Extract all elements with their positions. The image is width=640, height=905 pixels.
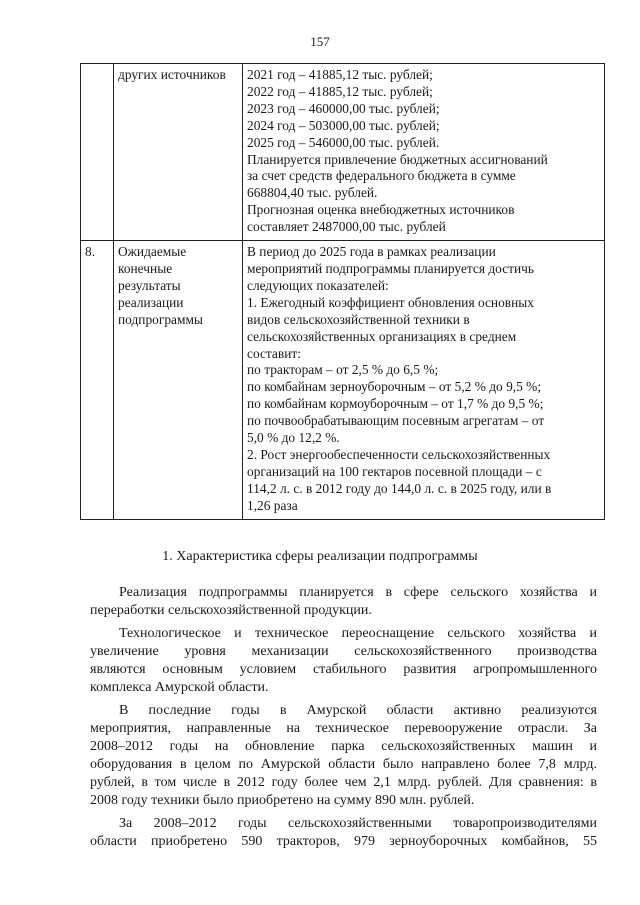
paragraph-line: увеличение уровня механизации сельскохозяйственного производства	[90, 644, 597, 659]
row-name-line: результаты	[118, 277, 181, 293]
row-content	[243, 64, 605, 241]
paragraph-line: Технологическое и техническое переоснащение сельского хозяйства и	[119, 626, 597, 641]
content-line: 1. Ежегодный коэффициент обновления основных	[247, 294, 534, 310]
paragraph-line: комплекса Амурской области.	[90, 680, 269, 695]
row-number: 8.	[81, 241, 114, 520]
content-line: следующих показателей:	[247, 277, 389, 293]
content-line: 2025 год – 546000,00 тыс. рублей.	[247, 134, 440, 150]
content-line: по тракторам – от 2,5 % до 6,5 %;	[247, 362, 439, 378]
content-line: 1,26 раза	[247, 497, 298, 513]
row-name	[114, 64, 243, 241]
content-line: Прогнозная оценка внебюджетных источников	[247, 202, 515, 218]
content-line: мероприятий подпрограммы планируется достичь	[247, 260, 535, 276]
paragraph-line: мероприятия, направленные на техническое перевооружение отрасли. За	[90, 721, 597, 736]
paragraph-line: области приобретено 590 тракторов, 979 зерноуборочных комбайнов, 55	[90, 834, 597, 849]
paragraph-line: являются основным условием стабильного развития агропромышленного	[90, 662, 597, 677]
paragraph-line: В последние годы в Амурской области активно реализуются	[119, 703, 597, 718]
paragraph	[90, 815, 597, 851]
paragraph	[90, 625, 597, 697]
body-text	[90, 584, 597, 856]
program-passport-table	[80, 63, 605, 520]
row-name-line: конечные	[118, 260, 173, 276]
content-line: составит:	[247, 345, 301, 361]
row-name	[114, 241, 243, 520]
content-line: Планируется привлечение бюджетных ассигнований	[247, 151, 548, 167]
row-name-line: Ожидаемые	[118, 244, 187, 260]
page-number: 157	[310, 34, 330, 49]
content-line: 2023 год – 460000,00 тыс. рублей;	[247, 100, 440, 116]
row-content	[243, 241, 605, 520]
content-line: 2024 год – 503000,00 тыс. рублей;	[247, 117, 440, 133]
content-line: 2. Рост энергообеспеченности сельскохозяйственных	[247, 446, 551, 462]
content-line: 5,0 % до 12,2 %.	[247, 430, 340, 446]
content-line: по комбайнам зерноуборочным – от 5,2 % до 9,5 %;	[247, 379, 542, 395]
paragraph	[90, 702, 597, 810]
paragraph-line: оборудования в целом по Амурской области было направлено более 7,8 млрд.	[90, 757, 597, 772]
row-name-line: других источников	[118, 67, 226, 82]
table-row	[81, 241, 605, 520]
content-line: В период до 2025 года в рамках реализации	[247, 244, 496, 260]
content-line: по почвообрабатывающим посевным агрегатам – от	[247, 413, 545, 429]
row-number	[81, 64, 114, 241]
content-line: видов сельскохозяйственной техники в	[247, 311, 470, 327]
paragraph	[90, 584, 597, 620]
paragraph-line: Реализация подпрограммы планируется в сфере сельского хозяйства и	[119, 585, 597, 600]
content-line: 668804,40 тыс. рублей.	[247, 185, 378, 201]
row-name-line: реализации	[118, 294, 184, 310]
table-row	[81, 64, 605, 241]
paragraph-line: 2008–2012 годы на обновление парка сельскохозяйственных машин и	[90, 739, 597, 754]
paragraph-line: рублей, в том числе в 2012 году более чем 2,1 млрд. рублей. Для сравнения: в	[90, 775, 597, 790]
content-line: по комбайнам кормоуборочным – от 1,7 % до 9,5 %;	[247, 396, 544, 412]
content-line: за счет средств федерального бюджета в сумме	[247, 168, 516, 184]
section-heading: 1. Характеристика сферы реализации подпрограммы	[162, 549, 478, 564]
content-line: сельскохозяйственных организациях в среднем	[247, 328, 517, 344]
paragraph-line: За 2008–2012 годы сельскохозяйственными товаропроизводителями	[119, 816, 597, 831]
content-line: составляет 2487000,00 тыс. рублей	[247, 219, 446, 235]
paragraph-line: переработки сельскохозяйственной продукции.	[90, 603, 372, 618]
content-line: 114,2 л. с. в 2012 году до 144,0 л. с. в 2025 году, или в	[247, 480, 552, 496]
content-line: 2021 год – 41885,12 тыс. рублей;	[247, 67, 433, 82]
content-line: 2022 год – 41885,12 тыс. рублей;	[247, 83, 433, 99]
content-line: организаций на 100 гектаров посевной площади – с	[247, 463, 542, 479]
row-name-line: подпрограммы	[118, 311, 203, 327]
paragraph-line: 2008 году техники было приобретено на сумму 890 млн. рублей.	[90, 793, 475, 808]
